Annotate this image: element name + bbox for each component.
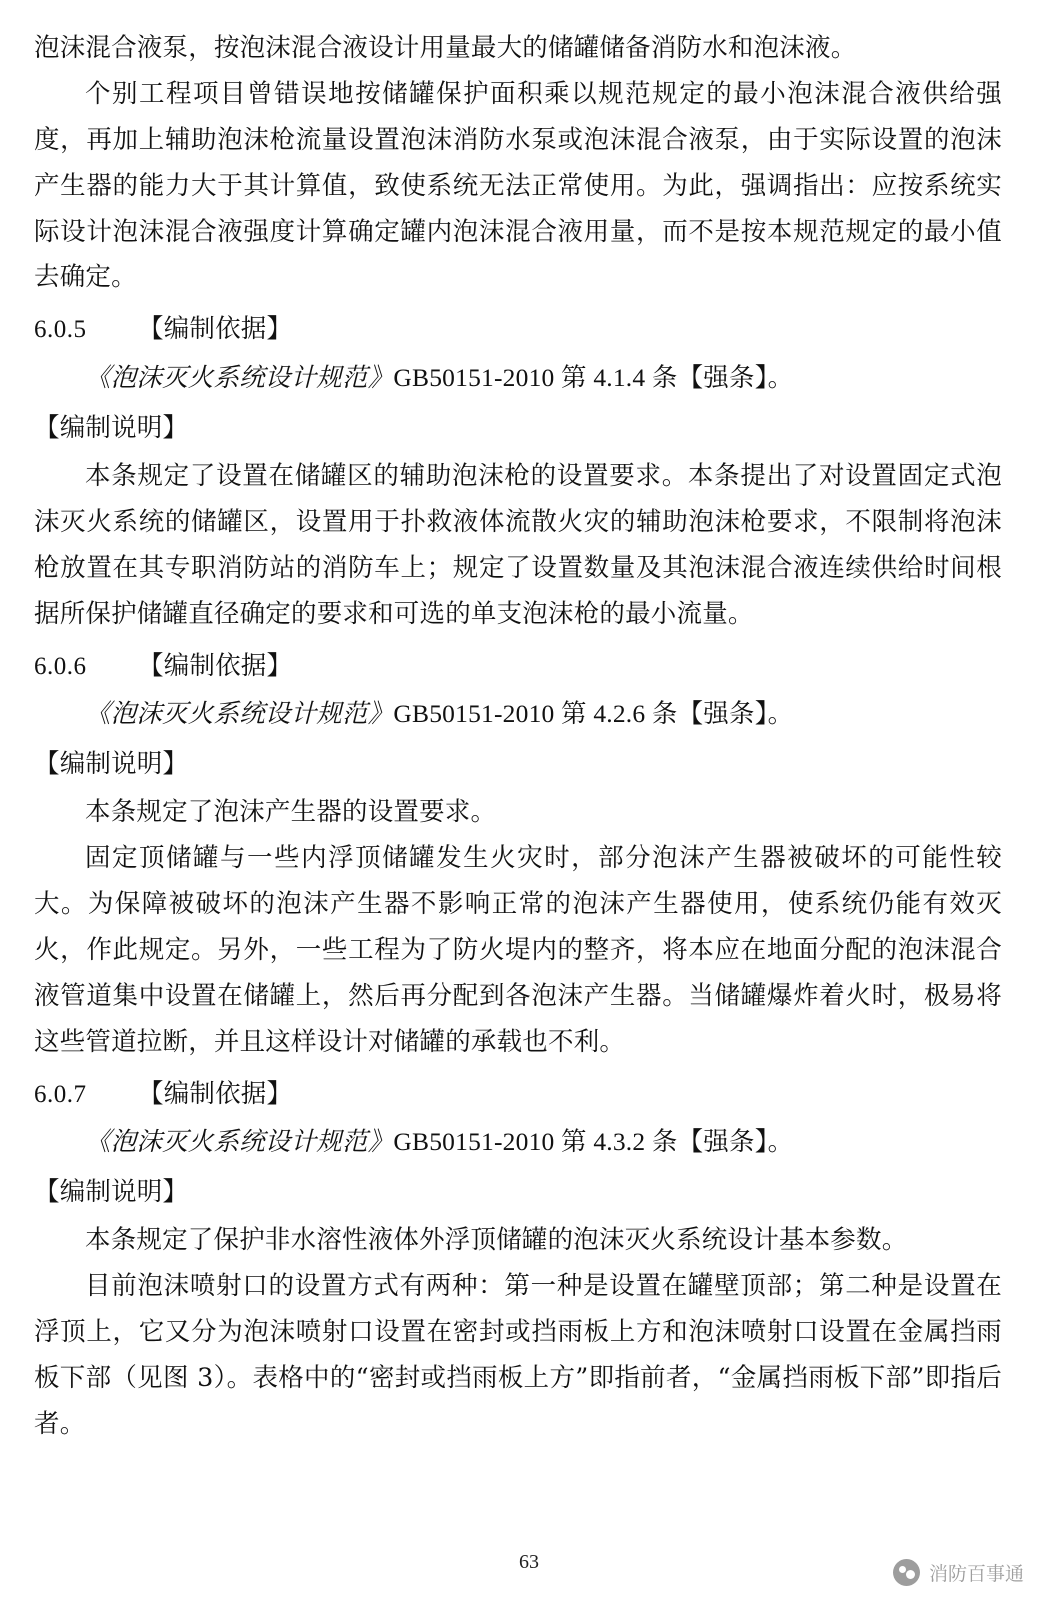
watermark <box>893 1559 1024 1586</box>
clause-label: 【编制依据】 <box>138 314 293 345</box>
reference-suffix: 【强条】。 <box>677 699 794 730</box>
clause-note-paragraph-606-1: 本条规定了泡沫产生器的设置要求。 <box>85 797 497 828</box>
watermark-label: 消防百事通 <box>928 1564 1024 1585</box>
clause-reference-607 <box>34 1119 1002 1166</box>
clause-note-head-606: 【编制说明】 <box>34 749 189 780</box>
reference-code: GB50151-2010 第 4.3.2 条 <box>393 1127 678 1157</box>
clause-note-head-605: 【编制说明】 <box>34 413 189 444</box>
clause-note-paragraph-606-2: 固定顶储罐与一些内浮顶储罐发生火灾时，部分泡沫产生器被破坏的可能性较大。为保障被破坏的泡沫产生器不影响正常的泡沫产生器使用，使系统仍能有效灭火，作此规定。另外，一些工程为了防火堤内的整齐，将本应在地面分配的泡沫混合液管道集中设置在储罐上，然后再分配到各泡沫产生器。当储罐爆炸着火时，极易将这些管道拉断，并且这样设计对储罐的承载也不利。 <box>34 843 1002 1057</box>
clause-number: 6.0.7 <box>34 1080 87 1108</box>
paragraph-2: 个别工程项目曾错误地按储罐保护面积乘以规范规定的最小泡沫混合液供给强度，再加上辅助泡沫枪流量设置泡沫消防水泵或泡沫混合液泵，由于实际设置的泡沫产生器的能力大于其计算值，致使系统无法正常使用。为此，强调指出：应按系统实际设计泡沫混合液强度计算确定罐内泡沫混合液用量，而不是按本规范规定的最小值去确定。 <box>34 78 1002 293</box>
clause-heading-607 <box>34 1072 1002 1118</box>
reference-code: GB50151-2010 第 4.2.6 条 <box>393 699 678 729</box>
clause-note-head-607: 【编制说明】 <box>34 1177 189 1208</box>
document-body <box>34 26 1002 1448</box>
clause-note-paragraph-607-2: 目前泡沫喷射口的设置方式有两种：第一种是设置在罐壁顶部；第二种是设置在浮顶上，它又分为泡沫喷射口设置在密封或挡雨板上方和泡沫喷射口设置在金属挡雨板下部（见图 3）。表格中的“密封或挡雨板上方”即指前者，“金属挡雨板下部”即指后者。 <box>34 1271 1002 1439</box>
paragraph-continuation: 泡沫混合液泵，按泡沫混合液设计用量最大的储罐储备消防水和泡沫液。 <box>34 33 857 63</box>
reference-suffix: 【强条】。 <box>677 1127 794 1158</box>
wechat-official-account-icon <box>893 1559 920 1586</box>
clause-note-paragraph-607-1: 本条规定了保护非水溶性液体外浮顶储罐的泡沫灭火系统设计基本参数。 <box>85 1225 908 1256</box>
reference-title: 《泡沫灭火系统设计规范》 <box>85 363 394 394</box>
clause-heading-606 <box>34 644 1002 690</box>
clause-number: 6.0.5 <box>34 316 87 344</box>
clause-reference-606 <box>34 691 1002 738</box>
reference-title: 《泡沫灭火系统设计规范》 <box>85 1127 394 1158</box>
clause-label: 【编制依据】 <box>138 1078 293 1109</box>
clause-number: 6.0.6 <box>34 652 87 680</box>
clause-note-paragraph-605-1: 本条规定了设置在储罐区的辅助泡沫枪的设置要求。本条提出了对设置固定式泡沫灭火系统的储罐区，设置用于扑救液体流散火灾的辅助泡沫枪要求，不限制将泡沫枪放置在其专职消防站的消防车上；规定了设置数量及其泡沫混合液连续供给时间根据所保护储罐直径确定的要求和可选的单支泡沫枪的最小流量。 <box>34 461 1002 629</box>
clause-label: 【编制依据】 <box>138 650 293 681</box>
reference-code: GB50151-2010 第 4.1.4 条 <box>393 363 678 393</box>
reference-title: 《泡沫灭火系统设计规范》 <box>85 699 394 730</box>
reference-suffix: 【强条】。 <box>677 363 794 394</box>
clause-reference-605 <box>34 355 1002 402</box>
page-number: 63 <box>519 1551 539 1573</box>
clause-heading-605 <box>34 307 1002 353</box>
